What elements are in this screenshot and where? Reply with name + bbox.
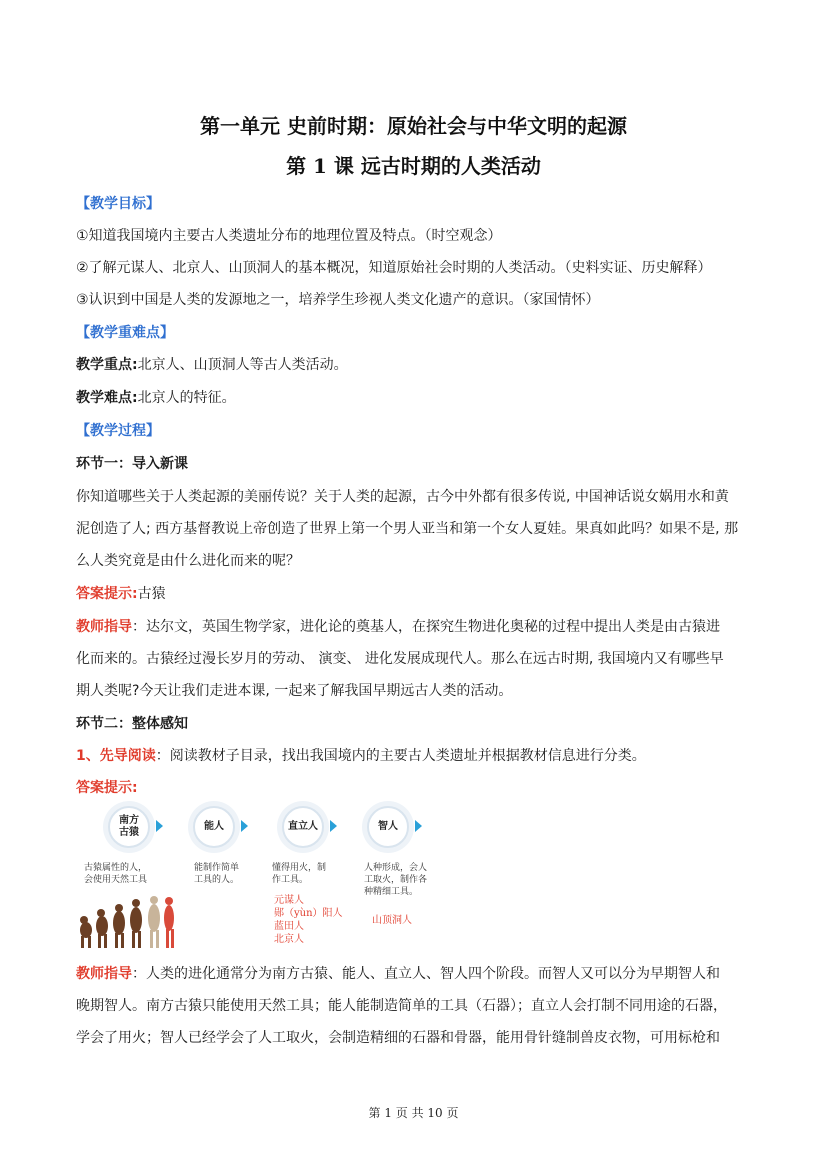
page-footer: 第 1 页 共 10 页 [368, 1106, 459, 1120]
objective-item: ②了解元谋人、北京人、山顶洞人的基本概况，知道原始社会时期的人类活动。（史料实证、历史解释） [76, 260, 712, 276]
unit-title: 第一单元 史前时期：原始社会与中华文明的起源 [200, 114, 627, 138]
objective-item: ③认识到中国是人类的发源地之一，培养学生珍视人类文化遗产的意识。（家国情怀） [76, 292, 600, 308]
erectus-sites: 元谋人 郧（yùn）阳人 蓝田人 北京人 [274, 895, 343, 945]
sapiens-sites: 山顶洞人 [372, 915, 412, 926]
process-heading: 【教学过程】 [76, 423, 160, 439]
answer-text: 古猿 [137, 586, 166, 602]
stage-name: 智人 [378, 821, 398, 832]
stage-name: 南方 古猿 [119, 815, 139, 838]
key-difficulty-label: 教学难点: [76, 390, 138, 406]
stage-desc: 古猿属性的人， 会使用天然工具 [84, 863, 148, 885]
arrow-right-icon [241, 820, 248, 832]
paragraph-line: 么人类究竟是由什么进化而来的呢？ [76, 553, 300, 569]
key-difficulty-text: 北京人的特征。 [137, 390, 236, 406]
answer2-label: 答案提示: [76, 780, 138, 796]
guide2-line [76, 964, 766, 984]
key-points-heading: 【教学重难点】 [76, 325, 174, 341]
key-focus-label: 教学重点: [76, 357, 138, 373]
evolution-diagram [76, 800, 476, 950]
guide-line [76, 617, 766, 637]
reading-text: ：阅读教材子目录，找出我国境内的主要古人类遗址并根据教材信息进行分类。 [155, 748, 646, 764]
stage-desc: 人种形成，会人 工取火，制作各 种精细工具。 [364, 863, 428, 897]
stage-name: 能人 [204, 821, 224, 832]
paragraph-line: 泥创造了人; 西方基督教说上帝创造了世界上第一个男人亚当和第一个女人夏娃。果真如此吗？如果不是, 那 [76, 521, 739, 537]
answer-hint [76, 584, 766, 604]
step2-title: 环节二：整体感知 [76, 716, 188, 732]
reading-line [76, 746, 766, 766]
human-evolution-illustration [76, 892, 176, 950]
stage-desc: 懂得用火，制 作工具。 [272, 863, 327, 885]
stage-circle-homo-erectus [282, 806, 324, 848]
guide2-text: ：人类的进化通常分为南方古猿、能人、直立人、智人四个阶段。而智人又可以分为早期智人和 [132, 966, 720, 982]
stage-circle-homo-sapiens [367, 806, 409, 848]
stage-name: 直立人 [288, 821, 318, 832]
guide-label: 教师指导 [76, 619, 132, 635]
objectives-heading: 【教学目标】 [76, 196, 160, 212]
reading-label: 1、先导阅读 [76, 748, 156, 764]
paragraph-line: 你知道哪些关于人类起源的美丽传说？关于人类的起源，古今中外都有很多传说, 中国神话说女娲用水和黄 [76, 489, 729, 505]
step1-title: 环节一：导入新课 [76, 456, 188, 472]
objective-item: ①知道我国境内主要古人类遗址分布的地理位置及特点。（时空观念） [76, 228, 502, 244]
arrow-right-icon [330, 820, 337, 832]
guide-line: 化而来的。古猿经过漫长岁月的劳动、 演变、 进化发展成现代人。那么在远古时期, 我国境内又有哪些早 [76, 651, 724, 667]
guide-line: 期人类呢?今天让我们走进本课, 一起来了解我国早期远古人类的活动。 [76, 683, 513, 699]
stage-desc: 能制作简单 工具的人。 [194, 863, 240, 885]
key-difficulty [76, 388, 766, 408]
guide2-line: 学会了用火；智人已经学会了人工取火，会制造精细的石器和骨器，能用骨针缝制兽皮衣物，可用标枪和 [76, 1030, 720, 1046]
guide2-label: 教师指导 [76, 966, 132, 982]
lesson-title: 第 1 课 远古时期的人类活动 [286, 154, 541, 178]
stage-circle-australopithecus [108, 806, 150, 848]
answer-label: 答案提示: [76, 586, 138, 602]
guide-text: ：达尔文，英国生物学家，进化论的奠基人，在探究生物进化奥秘的过程中提出人类是由古猿进 [132, 619, 720, 635]
key-focus [76, 355, 766, 375]
arrow-right-icon [415, 820, 422, 832]
arrow-right-icon [156, 820, 163, 832]
stage-circle-homo-habilis [193, 806, 235, 848]
key-focus-text: 北京人、山顶洞人等古人类活动。 [137, 357, 348, 373]
guide2-line: 晚期智人。南方古猿只能使用天然工具；能人能制造简单的工具（石器）；直立人会打制不同用途的石器， [76, 998, 727, 1014]
